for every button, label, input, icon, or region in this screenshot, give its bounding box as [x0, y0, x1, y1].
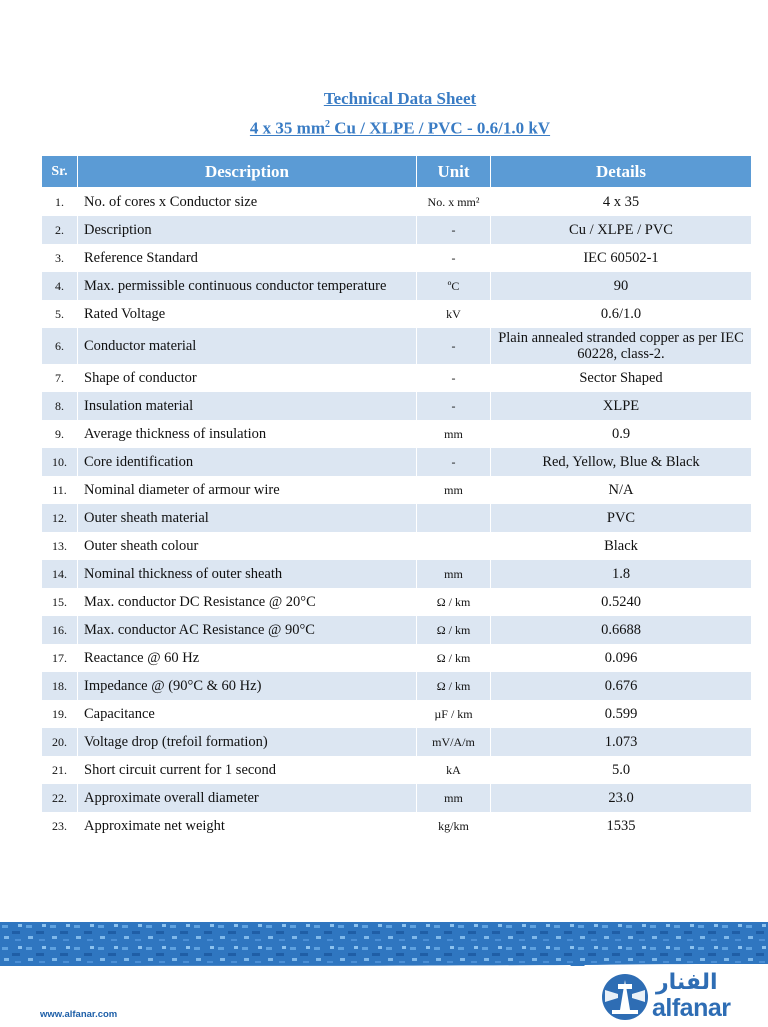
row-sr-number: 7.: [42, 364, 78, 392]
header-description: Description: [78, 156, 417, 188]
row-details: IEC 60502-1: [491, 244, 752, 272]
title-block: [0, 86, 768, 142]
logo-latin-text: alfanar: [652, 994, 731, 1022]
row-description: No. of cores x Conductor size: [78, 188, 417, 217]
row-unit: [417, 504, 491, 532]
table-header-row: [42, 156, 752, 188]
row-sr-number: 19.: [42, 700, 78, 728]
row-sr-number: 22.: [42, 784, 78, 812]
table-row: [42, 756, 752, 784]
row-unit: No. x mm²: [417, 188, 491, 217]
row-description: Core identification: [78, 448, 417, 476]
table-row: [42, 728, 752, 756]
footer-website-link[interactable]: www.alfanar.com: [40, 1009, 118, 1020]
row-details: 0.599: [491, 700, 752, 728]
row-sr-number: 23.: [42, 812, 78, 840]
row-unit: ºC: [417, 272, 491, 300]
row-description: Shape of conductor: [78, 364, 417, 392]
header-unit: Unit: [417, 156, 491, 188]
row-sr-number: 5.: [42, 300, 78, 328]
row-unit: kA: [417, 756, 491, 784]
row-details: 1535: [491, 812, 752, 840]
document-title: Technical Data Sheet: [323, 89, 477, 108]
table-row: [42, 532, 752, 560]
alfanar-logo: [600, 972, 760, 1022]
table-row: [42, 392, 752, 420]
row-unit: µF / km: [417, 700, 491, 728]
row-details: 0.6688: [491, 616, 752, 644]
row-unit: kV: [417, 300, 491, 328]
row-description: Description: [78, 216, 417, 244]
table-row: [42, 504, 752, 532]
row-details: 0.676: [491, 672, 752, 700]
row-sr-number: 15.: [42, 588, 78, 616]
row-description: Approximate overall diameter: [78, 784, 417, 812]
row-details: 0.096: [491, 644, 752, 672]
row-unit: -: [417, 244, 491, 272]
row-unit: mm: [417, 560, 491, 588]
row-sr-number: 8.: [42, 392, 78, 420]
table-row: [42, 560, 752, 588]
row-unit: -: [417, 392, 491, 420]
row-details: 23.0: [491, 784, 752, 812]
row-details: Black: [491, 532, 752, 560]
table-row: [42, 588, 752, 616]
row-details: Sector Shaped: [491, 364, 752, 392]
row-unit: Ω / km: [417, 616, 491, 644]
row-sr-number: 20.: [42, 728, 78, 756]
row-sr-number: 6.: [42, 328, 78, 364]
row-sr-number: 2.: [42, 216, 78, 244]
row-description: Reference Standard: [78, 244, 417, 272]
table-row: [42, 272, 752, 300]
row-details: 0.9: [491, 420, 752, 448]
document-subtitle: [0, 112, 768, 142]
row-description: Voltage drop (trefoil formation): [78, 728, 417, 756]
row-description: Outer sheath colour: [78, 532, 417, 560]
row-sr-number: 10.: [42, 448, 78, 476]
table-row: [42, 700, 752, 728]
row-details: 0.6/1.0: [491, 300, 752, 328]
row-description: Conductor material: [78, 328, 417, 364]
row-description: Impedance @ (90°C & 60 Hz): [78, 672, 417, 700]
row-description: Rated Voltage: [78, 300, 417, 328]
row-unit: mV/A/m: [417, 728, 491, 756]
row-sr-number: 1.: [42, 188, 78, 217]
row-description: Max. conductor AC Resistance @ 90°C: [78, 616, 417, 644]
row-sr-number: 16.: [42, 616, 78, 644]
row-sr-number: 18.: [42, 672, 78, 700]
row-description: Average thickness of insulation: [78, 420, 417, 448]
row-unit: mm: [417, 420, 491, 448]
row-description: Approximate net weight: [78, 812, 417, 840]
table-row: [42, 328, 752, 364]
table-row: [42, 476, 752, 504]
row-description: Nominal diameter of armour wire: [78, 476, 417, 504]
row-sr-number: 13.: [42, 532, 78, 560]
row-unit: [417, 532, 491, 560]
table-row: [42, 784, 752, 812]
row-unit: -: [417, 216, 491, 244]
row-sr-number: 9.: [42, 420, 78, 448]
table-row: [42, 616, 752, 644]
row-description: Max. permissible continuous conductor temperature: [78, 272, 417, 300]
row-unit: Ω / km: [417, 672, 491, 700]
row-sr-number: 21.: [42, 756, 78, 784]
row-details: 1.073: [491, 728, 752, 756]
row-details: Red, Yellow, Blue & Black: [491, 448, 752, 476]
row-description: Reactance @ 60 Hz: [78, 644, 417, 672]
row-unit: mm: [417, 476, 491, 504]
row-description: Insulation material: [78, 392, 417, 420]
table-row: [42, 812, 752, 840]
row-details: Plain annealed stranded copper as per IEC 60228, class-2.: [491, 328, 752, 364]
row-sr-number: 11.: [42, 476, 78, 504]
row-sr-number: 12.: [42, 504, 78, 532]
row-details: 0.5240: [491, 588, 752, 616]
row-details: 5.0: [491, 756, 752, 784]
row-sr-number: 14.: [42, 560, 78, 588]
table-row: [42, 672, 752, 700]
row-description: Max. conductor DC Resistance @ 20°C: [78, 588, 417, 616]
table-row: [42, 448, 752, 476]
header-details: Details: [491, 156, 752, 188]
row-details: 90: [491, 272, 752, 300]
row-details: 1.8: [491, 560, 752, 588]
technical-data-table: [41, 155, 752, 840]
row-unit: Ω / km: [417, 588, 491, 616]
row-sr-number: 17.: [42, 644, 78, 672]
table-row: [42, 188, 752, 217]
table-row: [42, 300, 752, 328]
row-description: Short circuit current for 1 second: [78, 756, 417, 784]
table-row: [42, 364, 752, 392]
header-sr: Sr.: [42, 156, 78, 188]
logo-arabic-text: الفنار: [656, 970, 718, 995]
row-description: Capacitance: [78, 700, 417, 728]
row-details: N/A: [491, 476, 752, 504]
table-row: [42, 216, 752, 244]
subtitle-rest: Cu / XLPE / PVC - 0.6/1.0 kV: [330, 118, 551, 138]
row-details: Cu / XLPE / PVC: [491, 216, 752, 244]
row-details: XLPE: [491, 392, 752, 420]
table-row: [42, 244, 752, 272]
row-details: PVC: [491, 504, 752, 532]
table-row: [42, 644, 752, 672]
subtitle-superscript: 2: [325, 119, 330, 130]
lighthouse-emblem-icon: [600, 972, 650, 1022]
row-description: Outer sheath material: [78, 504, 417, 532]
row-unit: -: [417, 448, 491, 476]
row-unit: -: [417, 364, 491, 392]
row-description: Nominal thickness of outer sheath: [78, 560, 417, 588]
row-sr-number: 4.: [42, 272, 78, 300]
row-unit: -: [417, 328, 491, 364]
row-unit: Ω / km: [417, 644, 491, 672]
row-sr-number: 3.: [42, 244, 78, 272]
row-details: 4 x 35: [491, 188, 752, 217]
subtitle-size: 4 x 35 mm: [249, 118, 325, 138]
row-unit: kg/km: [417, 812, 491, 840]
row-unit: mm: [417, 784, 491, 812]
table-row: [42, 420, 752, 448]
